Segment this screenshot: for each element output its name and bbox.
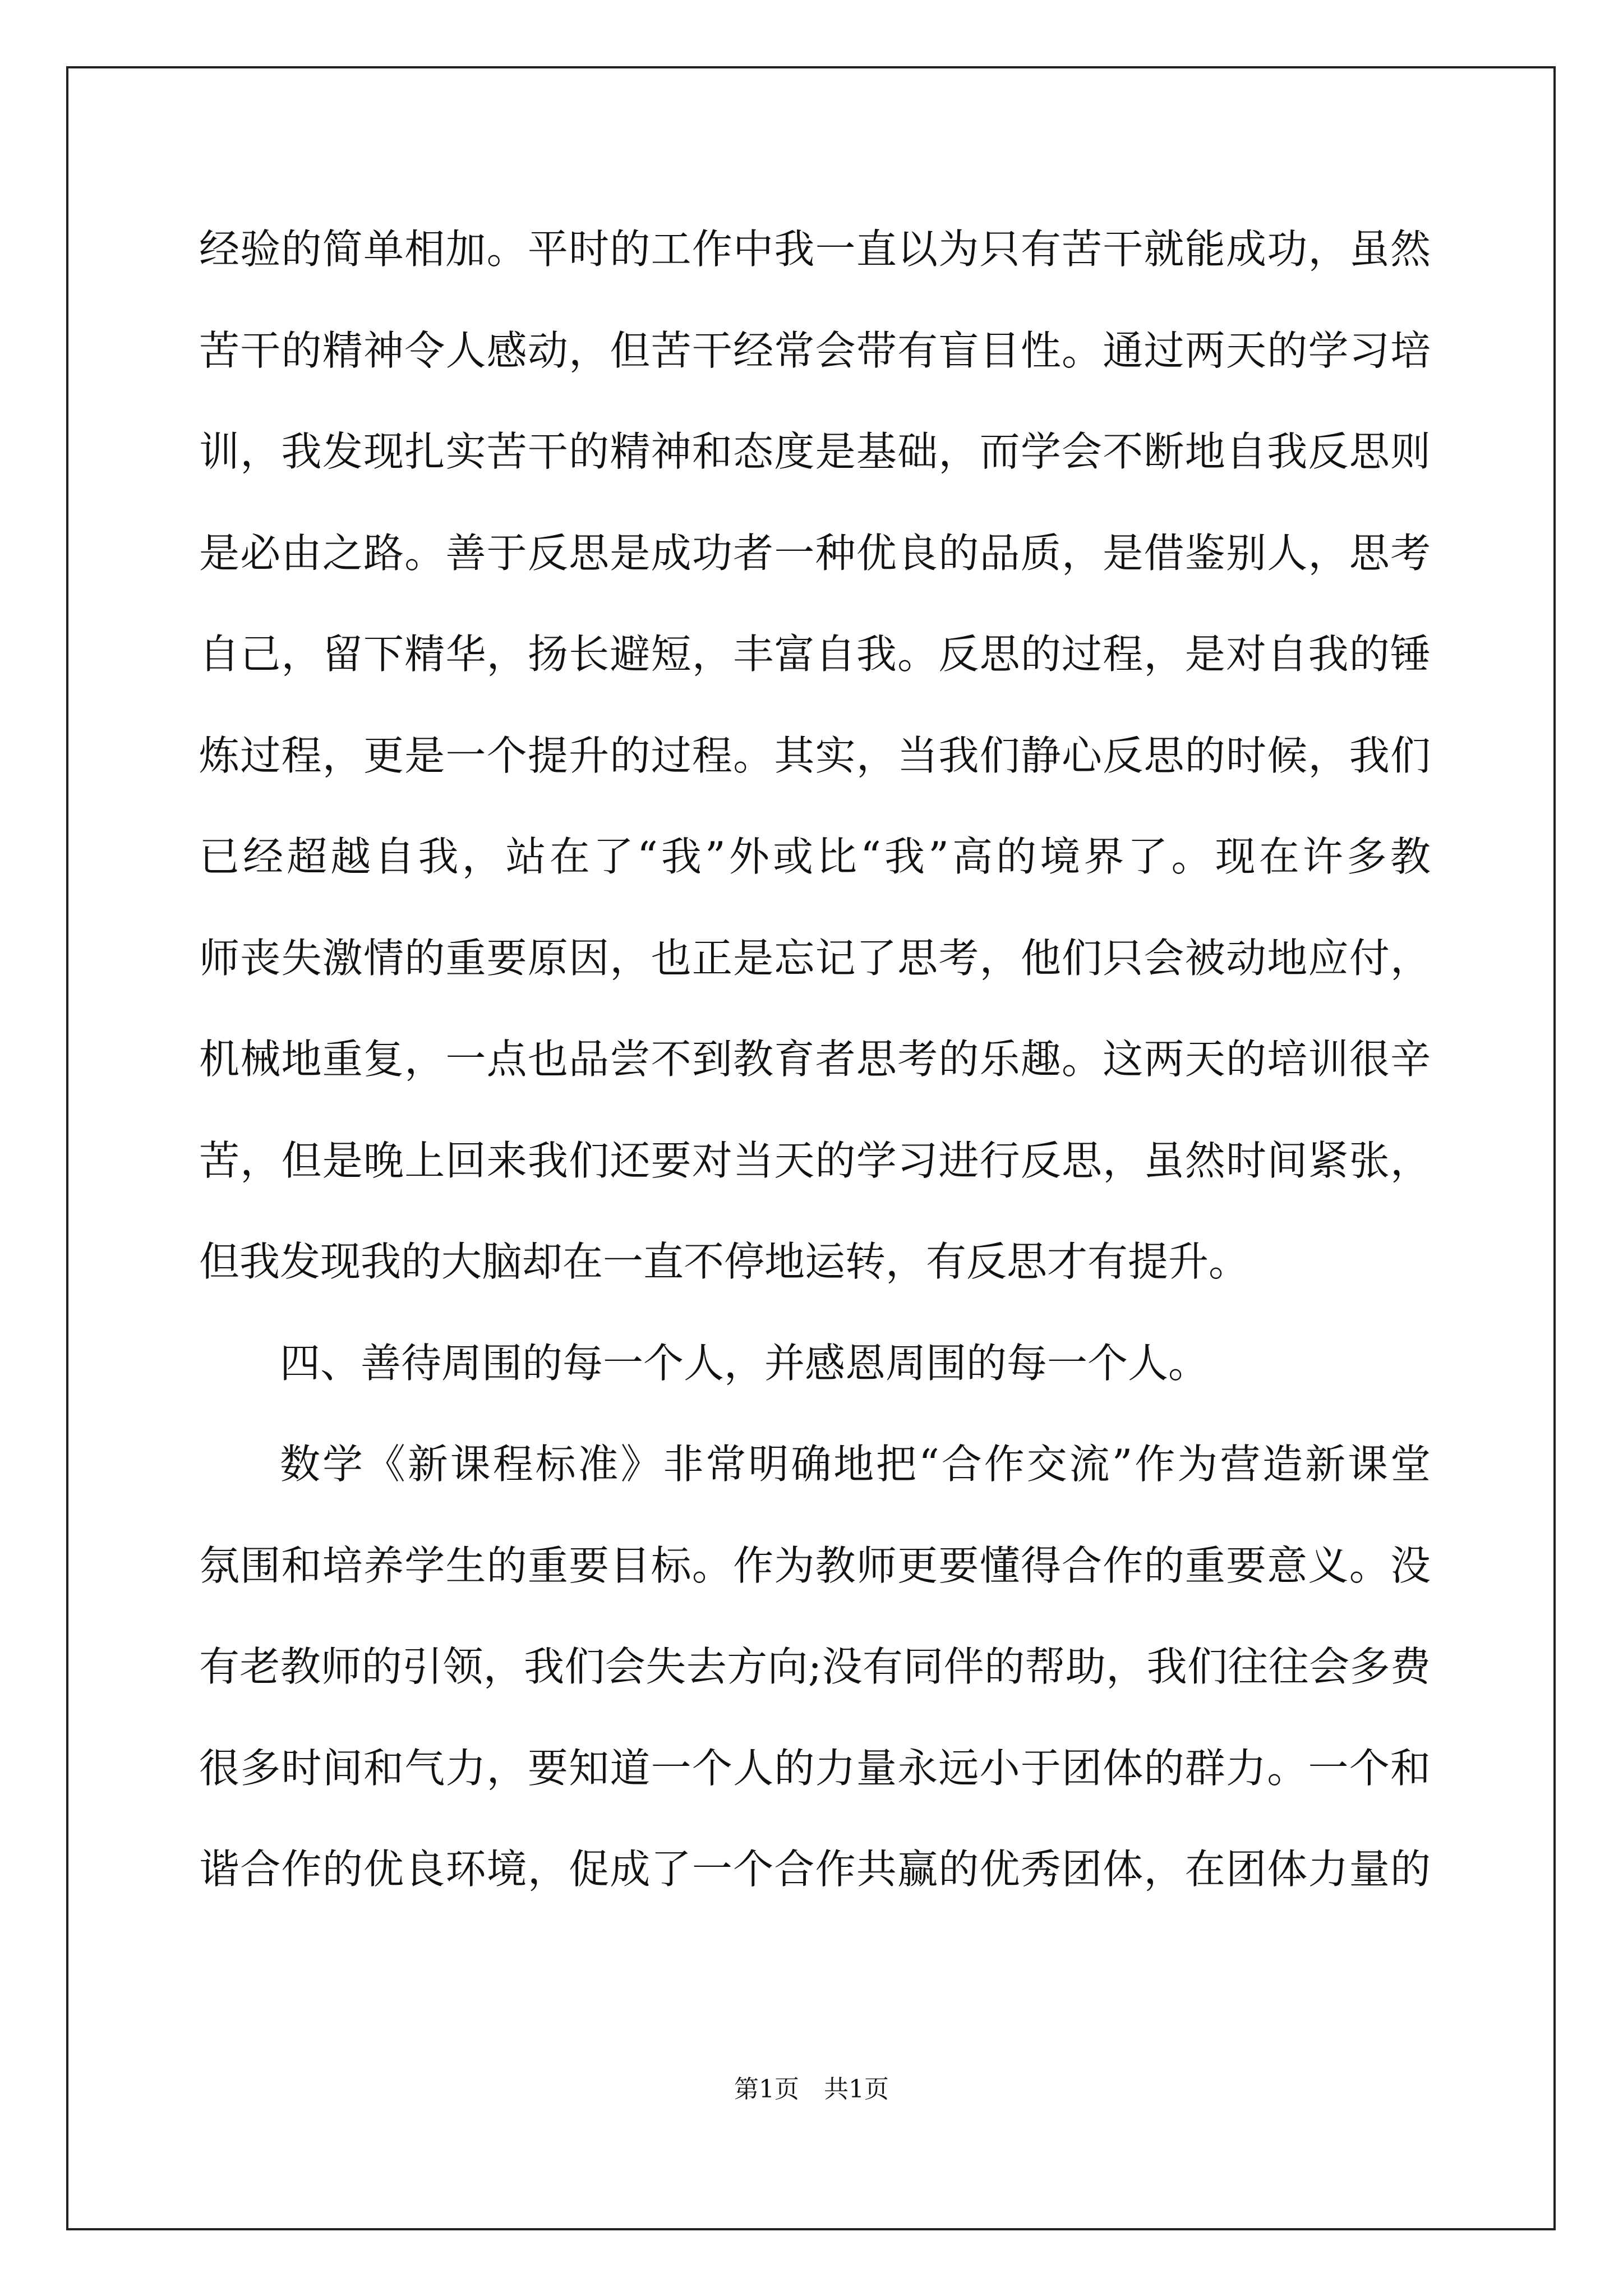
page-number-footer: 第1页 共1页: [734, 2075, 889, 2104]
paragraph-line: 机械地重复，一点也品尝不到教育者思考的乐趣。这两天的培训很辛: [199, 1036, 1431, 1083]
paragraph-line: 有老教师的引领，我们会失去方向;没有同伴的帮助，我们往往会多费: [199, 1643, 1431, 1690]
paragraph-line: 很多时间和气力，要知道一个人的力量永远小于团体的群力。一个和: [199, 1744, 1431, 1792]
paragraph-line: 是必由之路。善于反思是成功者一种优良的品质，是借鉴别人，思考: [199, 529, 1431, 577]
paragraph-line: 经验的简单相加。平时的工作中我一直以为只有苦干就能成功，虽然: [199, 226, 1431, 273]
paragraph-line: 苦，但是晚上回来我们还要对当天的学习进行反思，虽然时间紧张，: [199, 1137, 1431, 1184]
paragraph-line: 数学《新课程标准》非常明确地把“合作交流”作为营造新课堂: [280, 1441, 1431, 1488]
paragraph-line: 已经超越自我，站在了“我”外或比“我”高的境界了。现在许多教: [199, 833, 1431, 880]
paragraph-line: 师丧失激情的重要原因，也正是忘记了思考，他们只会被动地应付，: [199, 934, 1431, 982]
section-heading: 四、善待周围的每一个人，并感恩周围的每一个人。: [280, 1339, 1209, 1387]
paragraph-line: 训，我发现扎实苦干的精神和态度是基础，而学会不断地自我反思则: [199, 428, 1431, 475]
document-body: [199, 210, 1431, 1931]
paragraph-line: 谐合作的优良环境，促成了一个合作共赢的优秀团体，在团体力量的: [199, 1846, 1431, 1893]
paragraph-line: 自己，留下精华，扬长避短，丰富自我。反思的过程，是对自我的锤: [199, 631, 1431, 678]
paragraph-line: 氛围和培养学生的重要目标。作为教师更要懂得合作的重要意义。没: [199, 1542, 1431, 1589]
paragraph-line: 炼过程，更是一个提升的过程。其实，当我们静心反思的时候，我们: [199, 731, 1431, 779]
paragraph-line: 但我发现我的大脑却在一直不停地运转，有反思才有提升。: [199, 1238, 1249, 1285]
paragraph-line: 苦干的精神令人感动，但苦干经常会带有盲目性。通过两天的学习培: [199, 326, 1431, 374]
